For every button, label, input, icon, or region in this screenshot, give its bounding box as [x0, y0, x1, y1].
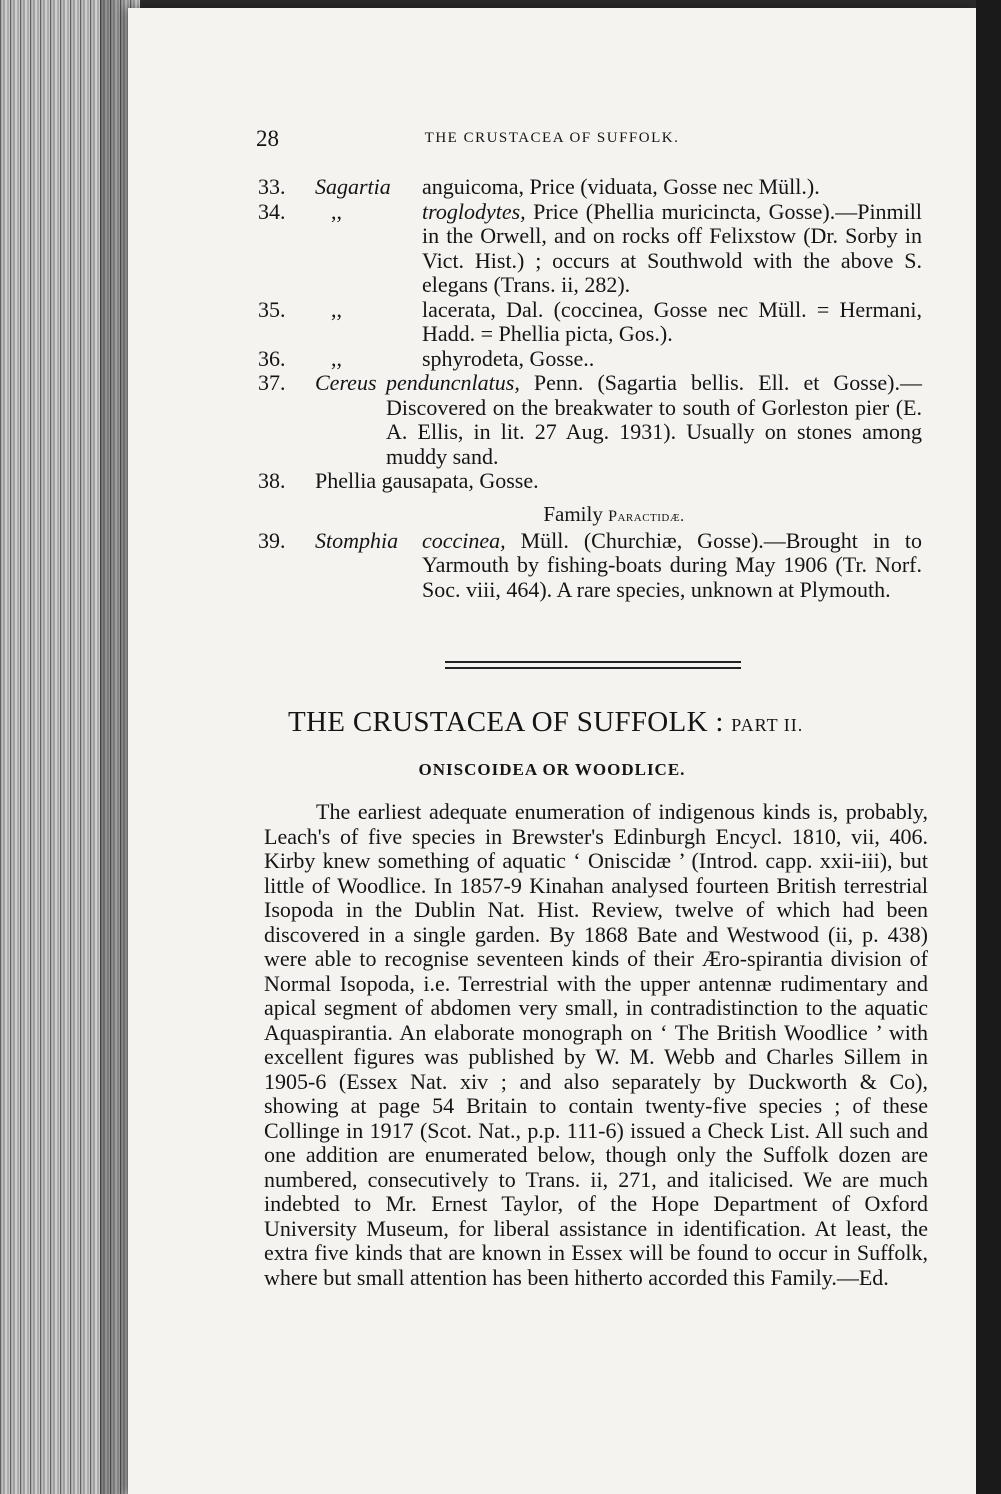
- entry-number: 37.: [258, 370, 286, 395]
- entry-number: 38.: [258, 468, 286, 493]
- entry-text: [386, 371, 922, 469]
- ditto-mark: ,,: [331, 198, 342, 224]
- entry-number: 39.: [258, 527, 286, 553]
- species-entry-39: [128, 529, 976, 603]
- entry-description-text: Penn. (Sagartia bellis. Ell. et Gosse).—Discovered on the breakwater to south of Gorleston pier (E. A. Ellis, in lit. 27 Aug. 1931). Usually on stones among muddy sand.: [386, 370, 922, 469]
- entry-description: Müll. (Churchiæ, Gosse).—Brought in to Yarmouth by fishing-boats during May 1906 (Tr. Norf. Soc. viii, 464). A rare species, unknown at Plymouth.: [422, 527, 923, 602]
- species-entry-38: [128, 469, 976, 494]
- section-title: [288, 706, 918, 739]
- page-number: 28: [256, 126, 279, 151]
- ditto-mark: ,,: [331, 345, 342, 371]
- entry-genus: Sagartia: [315, 174, 391, 199]
- entry-number: 36.: [258, 345, 286, 371]
- entry-species: coccinea,: [422, 527, 506, 553]
- section-part: PART II.: [731, 715, 804, 735]
- body-paragraph: The earliest adequate enumeration of indigenous kinds is, probably, Leach's of five species in Brewster's Edinburgh Encycl. 1810, vii, 406. Kirby knew something of aquatic ‘ Oniscidæ ’ (Introd. capp. xxii-iii), but little of Woodlice. In 1857-9 Kinahan analysed fourteen British terrestrial Isopoda in the Dublin Nat. Hist. Review, twelve of which had been discovered in a single garden. By 1868 Bate and Westwood (ii, p. 438) were able to recognise seventeen kinds of their Æro-spirantia division of Normal Isopoda, i.e. Terrestrial with the upper antennæ rudimentary and apical segment of abdomen very small, in contradistinction to the aquatic Aquaspirantia. An elaborate monograph on ‘ The British Woodlice ’ with excellent figures was published by W. M. Webb and Charles Sillem in 1905-6 (Essex Nat. xiv ; and also separately by Duckworth & Co), showing at page 54 Britain to contain twenty-five species ; of these Collinge in 1917 (Scot. Nat., p.p. 111-6) issued a Check List. All such and one addition are enumerated below, though only the Suffolk dozen are numbered, consecutively to Trans. ii, 271, and italicised. We are much indebted to Mr. Ernest Taylor, of the Hope Department of Oxford University Museum, for liberal assistance in identification. At least, the extra five kinds that are known in Essex will be found to occur in Suffolk, where but small attention has been hitherto accorded this Family.—Ed.: [264, 799, 928, 1290]
- section-title-text: THE CRUSTACEA OF SUFFOLK :: [288, 706, 724, 738]
- species-list: [128, 175, 976, 602]
- gutter-shadow: [976, 0, 1001, 1494]
- entry-genus: Cereus: [315, 370, 377, 395]
- running-header: [128, 126, 976, 154]
- species-entry-36: [128, 347, 976, 372]
- entry-number: 33.: [258, 174, 286, 199]
- family-name: Paractidæ.: [608, 507, 685, 525]
- entry-number: 35.: [258, 296, 286, 322]
- species-entry-34: [128, 200, 976, 298]
- species-entry-37: [128, 371, 976, 469]
- entry-text: Phellia gausapata, Gosse.: [315, 468, 539, 493]
- body-text: [264, 800, 928, 1290]
- family-prefix: Family: [543, 501, 603, 526]
- section-subtitle: ONISCOIDEA OR WOODLICE.: [418, 760, 686, 779]
- book-page-edges: [0, 0, 140, 1494]
- family-heading: [322, 502, 906, 529]
- ditto-mark: ,,: [331, 296, 342, 322]
- entry-text: anguicoma, Price (viduata, Gosse nec Müll.).: [422, 174, 820, 199]
- entry-text: [422, 200, 922, 298]
- entry-species: troglodytes,: [422, 198, 526, 224]
- section-divider-top: [445, 661, 741, 663]
- entry-description: Price (Phellia muricincta, Gosse).—Pinmill in the Orwell, and on rocks off Felixstow (Dr. Sorby in Vict. Hist.) ; occurs at Southwold with the above S. elegans (Trans. ii, 282).: [422, 198, 923, 297]
- species-entry-33: [128, 175, 976, 200]
- entry-text: sphyrodeta, Gosse..: [422, 345, 595, 371]
- entry-genus: Stomphia: [315, 527, 399, 553]
- entry-number: 34.: [258, 198, 286, 224]
- entry-species-inline: penduncnlatus,: [386, 370, 520, 395]
- running-title: THE CRUSTACEA OF SUFFOLK.: [424, 130, 680, 146]
- entry-text: [422, 529, 922, 603]
- species-entry-35: [128, 298, 976, 347]
- entry-text: lacerata, Dal. (coccinea, Gosse nec Müll. = Hermani, Hadd. = Phellia picta, Gos.).: [422, 296, 922, 346]
- section-divider-bottom: [445, 667, 741, 669]
- entry-description: [386, 370, 922, 469]
